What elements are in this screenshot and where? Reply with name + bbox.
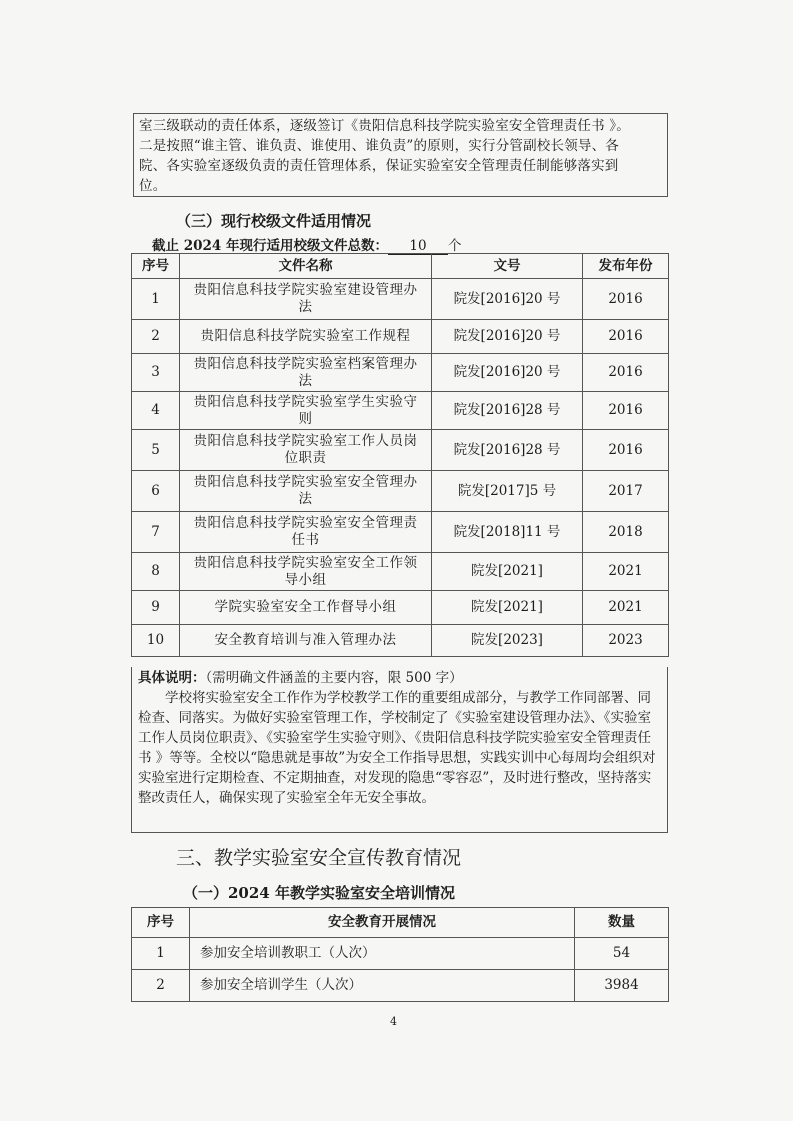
docs-cell-no: 10 [132,625,180,657]
training-heading: （一）2024 年教学实验室安全培训情况 [183,884,455,902]
train-row-no: 1 [132,938,190,970]
docs-cell-no: 3 [132,354,180,392]
docs-cell-name: 学院实验室安全工作督导小组 [180,591,432,625]
docs-cell-code: 院发[2018]11 号 [432,512,583,553]
doc-count-suffix: 个 [447,238,462,254]
docs-cell-year: 2016 [583,392,669,430]
docs-cell-code: 院发[2016]20 号 [432,354,583,392]
table-row [132,430,669,471]
docs-cell-name: 贵阳信息科技学院实验室工作规程 [180,320,432,354]
docs-cell-year: 2016 [583,354,669,392]
train-col-header-item: 安全教育开展情况 [190,908,575,938]
docs-cell-name: 安全教育培训与准入管理办法 [180,625,432,657]
docs-cell-name: 贵阳信息科技学院实验室安全工作领导小组 [180,553,432,591]
train-row-qty: 54 [575,938,669,970]
table-row [132,320,669,354]
docs-cell-no: 8 [132,553,180,591]
docs-cell-code: 院发[2016]20 号 [432,279,583,320]
intro-text-box [133,113,668,197]
col-header-code: 文号 [432,254,583,279]
train-row-item: 参加安全培训教职工（人次） [190,938,575,970]
docs-cell-year: 2017 [583,471,669,512]
description-body: 学校将实验室安全工作作为学校教学工作的重要组成部分，与教学工作同部署、同检查、同落实。为做好实验室管理工作，学校制定了《实验室建设管理办法》、《实验室工作人员岗位职责》、《实验室学生实验守则》、《贵阳信息科技学院实验室安全管理责任书 》等等。全校以“隐患就是事故”为安全工作指导思想，实践实训中心每周均会组织对实验室进行定期检查、不定期抽查，对发现的隐患“零容忍”，及时进行整改，坚持落实整改责任人，确保实现了实验室全年无安全事故。 [138,690,656,806]
intro-line-3: 院、各实验室逐级负责的责任管理体系，保证实验室安全管理责任制能够落实到 [139,158,619,174]
table-row [132,279,669,320]
docs-cell-name: 贵阳信息科技学院实验室工作人员岗位职责 [180,430,432,471]
docs-cell-name: 贵阳信息科技学院实验室安全管理责任书 [180,512,432,553]
table-row [132,591,669,625]
train-row-qty: 3984 [575,970,669,1002]
col-header-year: 发布年份 [583,254,669,279]
docs-cell-no: 1 [132,279,180,320]
intro-line-2: 二是按照“谁主管、谁负责、谁使用、谁负责”的原则，实行分管副校长领导、各 [139,138,620,154]
description-label: 具体说明： [138,670,206,686]
table-row [132,512,669,553]
docs-cell-year: 2021 [583,553,669,591]
page-number: 4 [390,1015,397,1028]
docs-table [131,253,669,657]
docs-cell-year: 2016 [583,320,669,354]
docs-cell-year: 2023 [583,625,669,657]
part3-heading: 三、教学实验室安全宣传教育情况 [176,847,462,869]
docs-cell-name: 贵阳信息科技学院实验室学生实验守则 [180,392,432,430]
docs-cell-no: 6 [132,471,180,512]
description-hint: （需明确文件涵盖的主要内容，限 500 字） [205,670,463,686]
col-header-name: 文件名称 [180,254,432,279]
docs-cell-no: 4 [132,392,180,430]
docs-cell-no: 9 [132,591,180,625]
training-table-header [132,908,669,938]
docs-cell-code: 院发[2021] [432,553,583,591]
train-col-header-qty: 数量 [575,908,669,938]
table-row [132,392,669,430]
docs-cell-code: 院发[2016]20 号 [432,320,583,354]
docs-cell-no: 2 [132,320,180,354]
intro-line-4: 位。 [139,178,167,194]
table-row [132,938,669,970]
docs-table-header [132,254,669,279]
docs-cell-year: 2018 [583,512,669,553]
doc-count-prefix: 截止 2024 年现行适用校级文件总数： [152,238,388,254]
docs-cell-year: 2016 [583,430,669,471]
training-table [131,907,669,1002]
train-row-item: 参加安全培训学生（人次） [190,970,575,1002]
doc-count-value: 10 [388,238,448,255]
train-row-no: 2 [132,970,190,1002]
docs-cell-year: 2021 [583,591,669,625]
docs-cell-name: 贵阳信息科技学院实验室建设管理办法 [180,279,432,320]
train-col-header-no: 序号 [132,908,190,938]
intro-line-1: 室三级联动的责任体系，逐级签订《贵阳信息科技学院实验室安全管理责任书 》。 [139,118,630,134]
table-row [132,471,669,512]
docs-cell-code: 院发[2023] [432,625,583,657]
col-header-no: 序号 [132,254,180,279]
docs-cell-year: 2016 [583,279,669,320]
docs-cell-no: 7 [132,512,180,553]
doc-count-line [152,234,461,255]
docs-cell-name: 贵阳信息科技学院实验室档案管理办法 [180,354,432,392]
table-row [132,354,669,392]
docs-cell-code: 院发[2017]5 号 [432,471,583,512]
table-row [132,970,669,1002]
docs-cell-no: 5 [132,430,180,471]
table-row [132,625,669,657]
docs-cell-name: 贵阳信息科技学院实验室安全管理办法 [180,471,432,512]
docs-cell-code: 院发[2016]28 号 [432,392,583,430]
table-row [132,553,669,591]
description-box [131,667,668,833]
docs-cell-code: 院发[2021] [432,591,583,625]
section-heading-current-docs: （三）现行校级文件适用情况 [176,212,372,230]
docs-cell-code: 院发[2016]28 号 [432,430,583,471]
